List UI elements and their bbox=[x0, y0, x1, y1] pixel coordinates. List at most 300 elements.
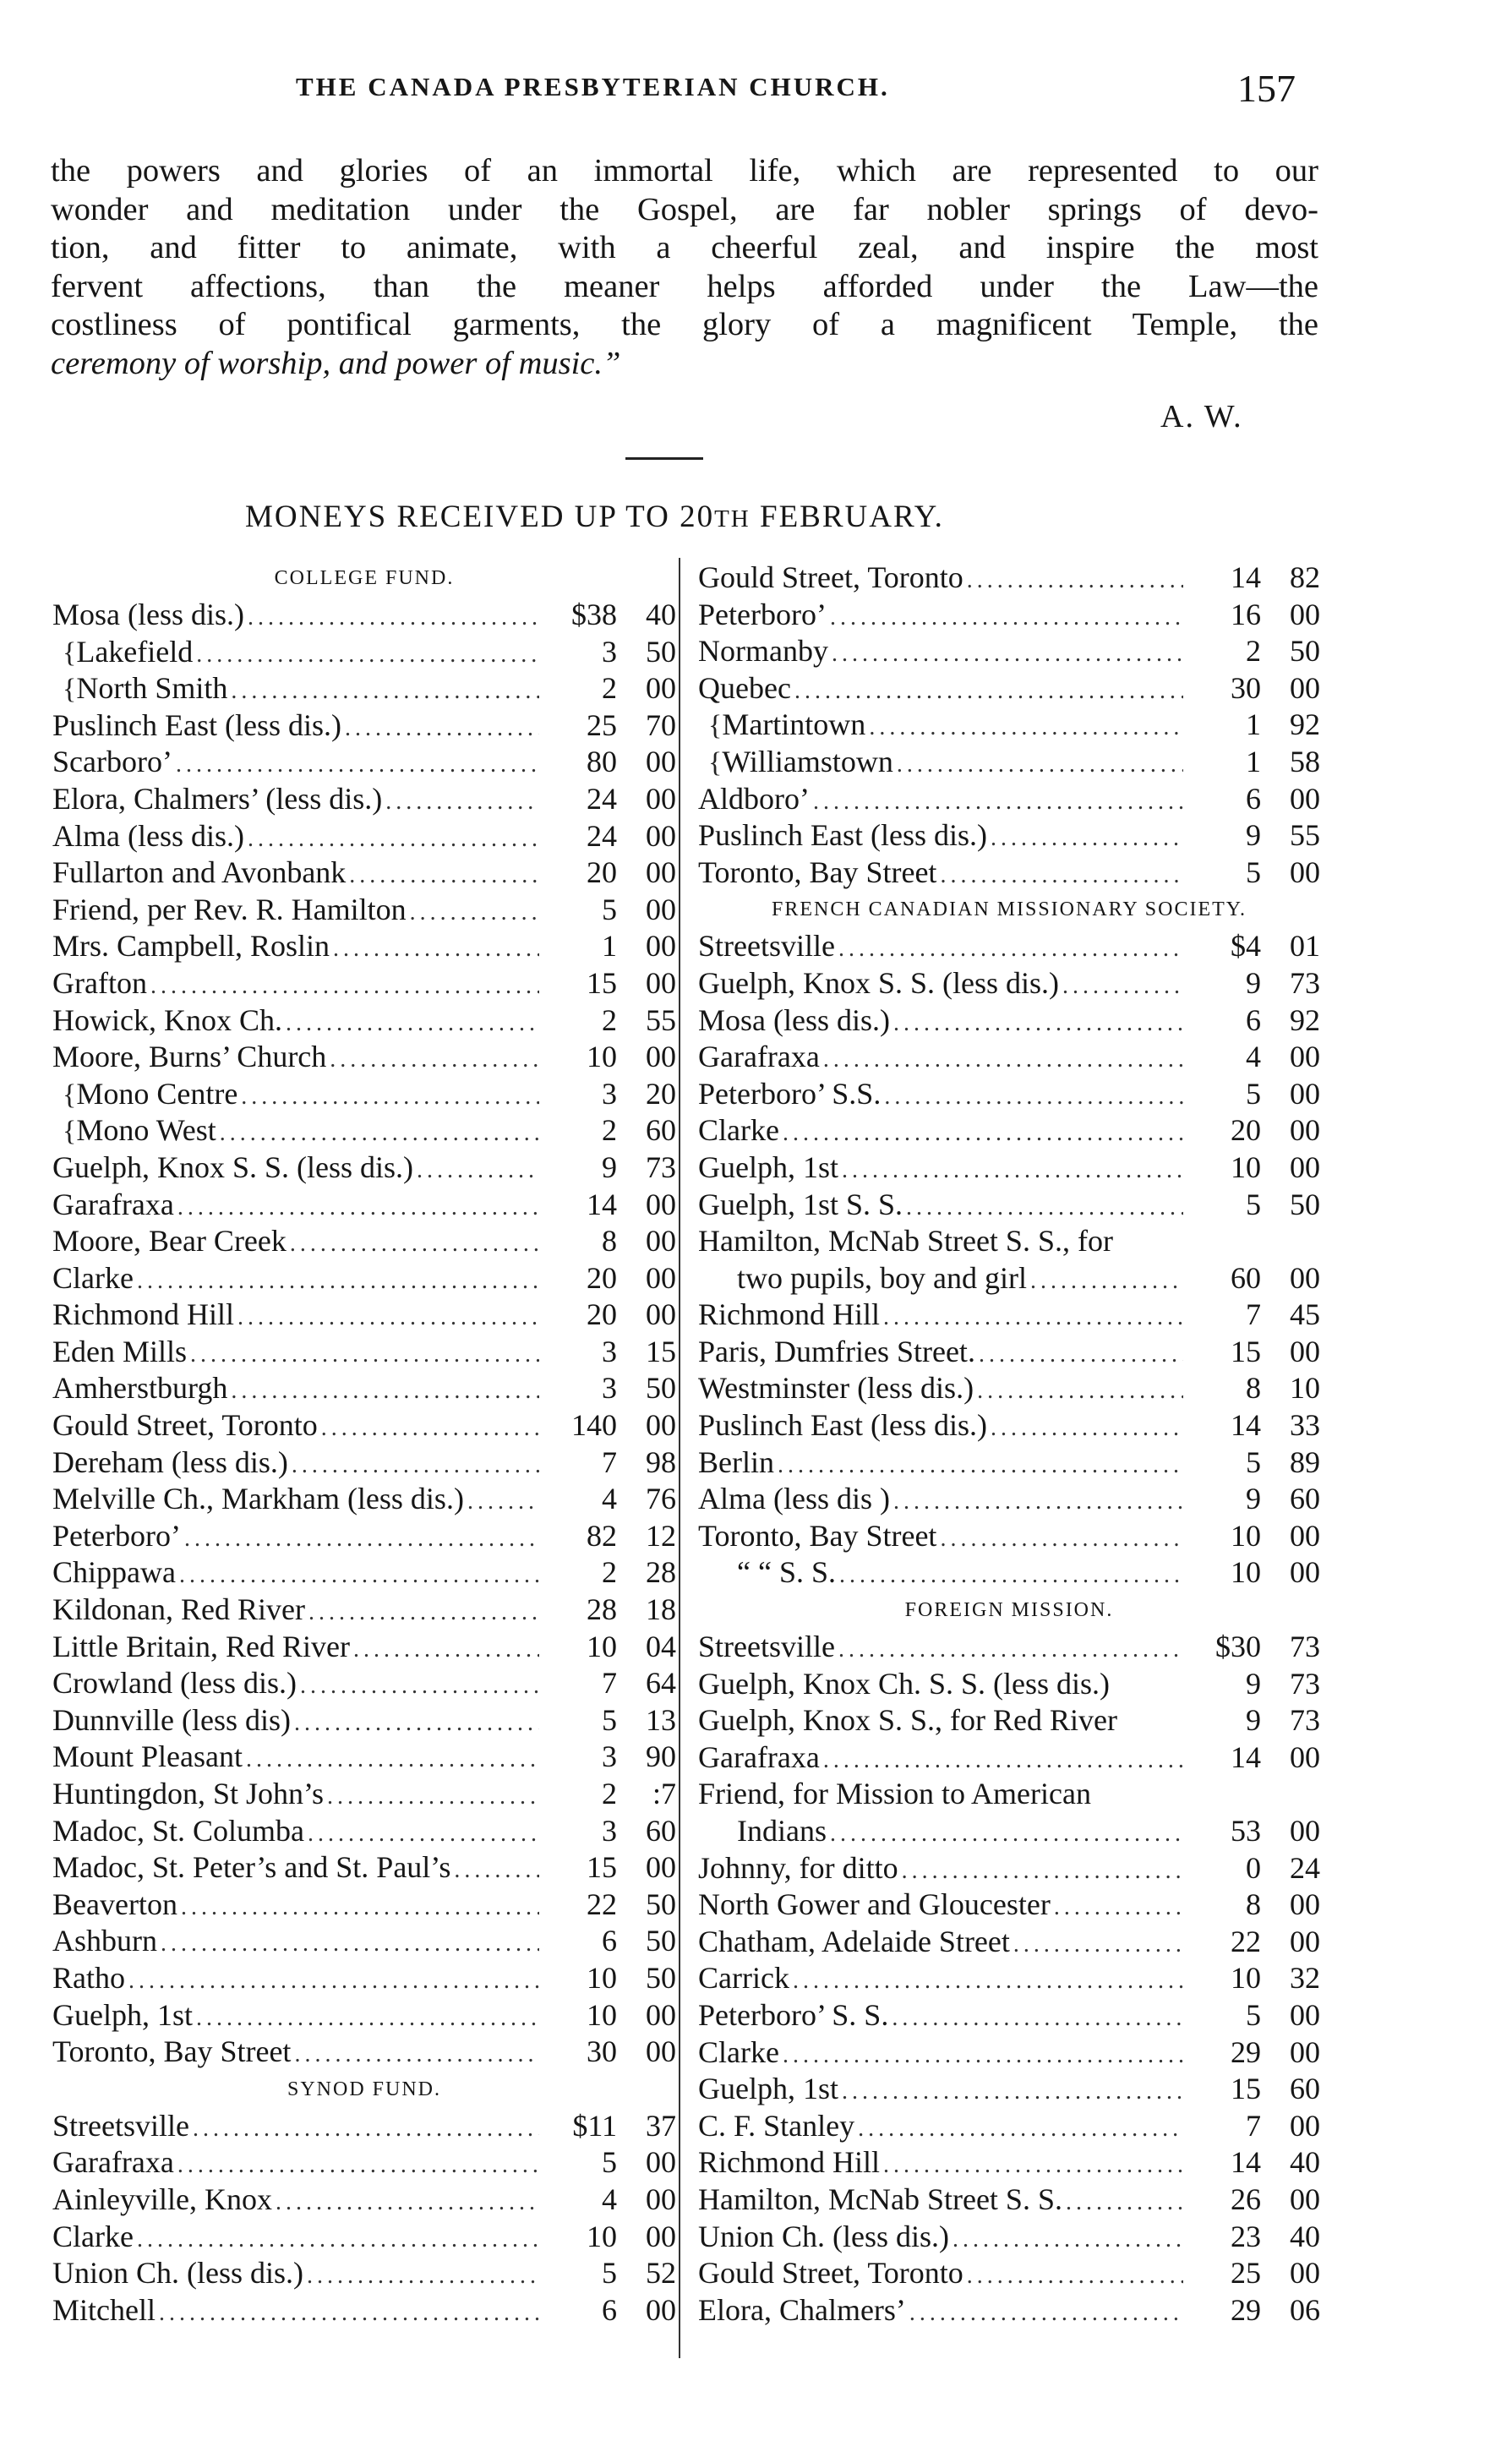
entry-name: Gould Street, Toronto bbox=[52, 1408, 318, 1443]
leader-dots bbox=[287, 1231, 539, 1258]
entry-cents: 01 bbox=[1290, 929, 1320, 964]
entry-cents: 00 bbox=[1290, 2034, 1320, 2069]
right-column bbox=[698, 560, 1320, 2329]
entry-dollars: 3 bbox=[602, 1076, 617, 1111]
leader-dots bbox=[963, 2263, 1183, 2290]
entry-cents: 00 bbox=[646, 2034, 676, 2069]
list-item bbox=[698, 1518, 1320, 1555]
entry-name: Guelph, Knox S. S. (less dis.) bbox=[698, 965, 1060, 1000]
entry-name: C. F. Stanley bbox=[698, 2108, 855, 2143]
list-item bbox=[698, 670, 1320, 707]
entry-name: Gould Street, Toronto bbox=[698, 560, 963, 594]
entry-cents: 00 bbox=[646, 1997, 676, 2032]
entry-name: Normanby bbox=[698, 634, 828, 669]
list-item bbox=[52, 1297, 676, 1334]
leader-dots bbox=[880, 2152, 1183, 2179]
entry-name: Huntingdon, St John’s bbox=[52, 1777, 325, 1810]
synod-fund-list bbox=[52, 2108, 676, 2329]
entry-cents: 00 bbox=[646, 1297, 676, 1332]
entry-cents: 55 bbox=[1290, 818, 1320, 853]
leader-dots bbox=[888, 2005, 1183, 2032]
entry-name: Puslinch East (less dis.) bbox=[698, 1408, 987, 1443]
entry-name: Alma (less dis ) bbox=[698, 1482, 890, 1516]
entry-cents: 00 bbox=[646, 2182, 676, 2216]
leader-dots bbox=[193, 2005, 539, 2032]
entry-name: Peterboro’ S. S. bbox=[698, 1997, 889, 2032]
entry-dollars: 82 bbox=[587, 1518, 617, 1553]
list-item bbox=[52, 1739, 676, 1776]
leader-dots bbox=[227, 1378, 539, 1405]
list-item bbox=[52, 2292, 676, 2329]
college-fund-list bbox=[52, 597, 676, 2071]
entry-name: Madoc, St. Peter’s and St. Paul’s bbox=[52, 1850, 451, 1885]
entry-dollars: 5 bbox=[602, 1702, 617, 1737]
entry-dollars: $4 bbox=[1231, 929, 1261, 964]
entry-dollars: 9 bbox=[1246, 1666, 1261, 1701]
entry-name: Howick, Knox Ch. bbox=[52, 1002, 282, 1037]
leader-dots bbox=[382, 789, 539, 816]
entry-name: Kildonan, Red River bbox=[52, 1592, 305, 1627]
entry-name: Mosa (less dis.) bbox=[52, 598, 244, 631]
entry-dollars: $38 bbox=[571, 598, 617, 631]
entry-dollars: 10 bbox=[587, 1040, 617, 1074]
leader-dots bbox=[893, 751, 1183, 778]
brace-mark: { bbox=[63, 1079, 77, 1111]
entry-name: Moore, Bear Creek bbox=[52, 1224, 287, 1259]
entry-name: Guelph, Knox Ch. S. S. (less dis.) bbox=[698, 1666, 1111, 1701]
entry-dollars: $30 bbox=[1215, 1630, 1261, 1664]
entry-cents: 00 bbox=[646, 929, 676, 964]
leader-dots bbox=[157, 1930, 539, 1958]
entry-name: Peterboro’ S.S. bbox=[698, 1076, 882, 1111]
list-item bbox=[698, 1997, 1320, 2034]
entry-name: Williamstown bbox=[722, 744, 893, 778]
entry-name: Eden Mills bbox=[52, 1334, 187, 1368]
list-item bbox=[698, 2144, 1320, 2182]
list-item bbox=[698, 633, 1320, 670]
list-item bbox=[52, 2219, 676, 2256]
entry-name: Aldboro’ bbox=[698, 781, 810, 816]
leader-dots bbox=[237, 1084, 539, 1111]
leader-dots bbox=[963, 567, 1183, 594]
leader-dots bbox=[193, 642, 539, 669]
entry-name: Little Britain, Red River bbox=[52, 1629, 350, 1663]
list-item bbox=[698, 855, 1320, 892]
entry-dollars: 3 bbox=[602, 634, 617, 669]
leader-dots bbox=[774, 1452, 1183, 1479]
leader-dots bbox=[147, 973, 539, 1000]
entry-name: two pupils, boy and girl bbox=[737, 1260, 1027, 1295]
list-item bbox=[52, 2255, 676, 2292]
entry-cents: :7 bbox=[652, 1777, 676, 1810]
entry-name: Guelph, 1st S. S. bbox=[698, 1187, 903, 1221]
list-item bbox=[698, 1666, 1320, 1703]
entry-name: Garafraxa bbox=[52, 2145, 174, 2180]
list-item bbox=[52, 1150, 676, 1187]
list-item bbox=[698, 1039, 1320, 1076]
entry-cents: 00 bbox=[1290, 1997, 1320, 2032]
leader-dots bbox=[836, 1562, 1183, 1589]
list-item bbox=[698, 1370, 1320, 1407]
entry-cents: 73 bbox=[1290, 1630, 1320, 1664]
entry-cents: 40 bbox=[1290, 2219, 1320, 2253]
entry-name: Dereham (less dis.) bbox=[52, 1444, 288, 1479]
entry-dollars: 8 bbox=[1246, 1371, 1261, 1406]
list-item bbox=[52, 707, 676, 745]
main-heading bbox=[245, 499, 944, 535]
entry-dollars: 6 bbox=[1246, 781, 1261, 816]
main-heading-sup: TH bbox=[714, 505, 751, 532]
list-item bbox=[52, 1776, 676, 1813]
section-title-foreign-mission: FOREIGN MISSION. bbox=[904, 1599, 1114, 1622]
section-title-french-canadian: FRENCH CANADIAN MISSIONARY SOCIETY. bbox=[771, 898, 1247, 921]
entry-cents: 92 bbox=[1290, 707, 1320, 742]
entry-name: Alma (less dis.) bbox=[52, 818, 244, 853]
entry-dollars: 10 bbox=[587, 1960, 617, 1995]
entry-cents: 00 bbox=[646, 745, 676, 779]
list-item bbox=[52, 1223, 676, 1260]
entry-dollars: 29 bbox=[1231, 2034, 1261, 2069]
list-item bbox=[698, 1924, 1320, 1961]
list-item bbox=[698, 1407, 1320, 1444]
leader-dots bbox=[227, 678, 539, 705]
leader-dots bbox=[949, 2226, 1183, 2253]
entry-cents: 50 bbox=[646, 1924, 676, 1958]
list-item bbox=[698, 1554, 1320, 1592]
list-item bbox=[52, 781, 676, 818]
entry-cents: 18 bbox=[646, 1592, 676, 1627]
entry-name: Berlin bbox=[698, 1444, 774, 1479]
entry-cents: 00 bbox=[646, 671, 676, 706]
list-item bbox=[52, 1702, 676, 1739]
entry-cents: 37 bbox=[646, 2108, 676, 2143]
entry-cents: 20 bbox=[646, 1076, 676, 1111]
entry-dollars: 5 bbox=[1246, 1187, 1261, 1221]
entry-dollars: 28 bbox=[587, 1592, 617, 1627]
entry-dollars: 15 bbox=[1231, 2072, 1261, 2106]
leader-dots bbox=[936, 1526, 1183, 1553]
leader-dots bbox=[890, 1010, 1183, 1037]
leader-dots bbox=[987, 1415, 1183, 1442]
entry-cents: 04 bbox=[646, 1629, 676, 1663]
list-item bbox=[52, 1997, 676, 2034]
entry-name: Ashburn bbox=[52, 1924, 157, 1958]
list-item bbox=[52, 1370, 676, 1407]
entry-cents: 00 bbox=[1290, 1260, 1320, 1295]
entry-cents: 73 bbox=[1290, 1666, 1320, 1701]
entry-dollars: 4 bbox=[602, 2182, 617, 2216]
entry-cents: 00 bbox=[1290, 1113, 1320, 1148]
leader-dots bbox=[828, 641, 1183, 668]
entry-name: Richmond Hill bbox=[698, 1297, 880, 1332]
entry-name: Hamilton, McNab Street S. S., for bbox=[698, 1224, 1113, 1259]
leader-dots bbox=[779, 1120, 1183, 1147]
entry-name: Moore, Burns’ Church bbox=[52, 1040, 327, 1074]
entry-cents: 50 bbox=[646, 634, 676, 669]
entry-cents: 40 bbox=[1290, 2145, 1320, 2180]
leader-dots bbox=[304, 1821, 539, 1848]
entry-dollars: 5 bbox=[602, 892, 617, 926]
leader-dots bbox=[450, 1857, 539, 1884]
entry-dollars: 22 bbox=[1231, 1924, 1261, 1958]
entry-name: Beaverton bbox=[52, 1887, 177, 1921]
list-item bbox=[698, 965, 1320, 1002]
list-item bbox=[698, 2255, 1320, 2292]
brace-mark: { bbox=[708, 710, 723, 742]
entry-name: Richmond Hill bbox=[52, 1297, 234, 1332]
leader-dots bbox=[789, 1968, 1183, 1995]
entry-name: Mount Pleasant bbox=[52, 1739, 243, 1774]
entry-cents: 00 bbox=[1290, 1924, 1320, 1958]
list-item bbox=[52, 892, 676, 929]
leader-dots bbox=[291, 2041, 539, 2068]
entry-cents: 12 bbox=[646, 1518, 676, 1553]
brace-mark: { bbox=[708, 746, 723, 778]
entry-name: North Gower and Gloucester bbox=[698, 1887, 1051, 1922]
list-item bbox=[698, 1850, 1320, 1887]
list-item bbox=[52, 1813, 676, 1850]
list-item bbox=[698, 2182, 1320, 2219]
leader-dots bbox=[156, 2300, 539, 2327]
entry-dollars: 5 bbox=[1246, 1997, 1261, 2032]
entry-cents: 00 bbox=[646, 965, 676, 1000]
entry-dollars: 7 bbox=[1246, 1297, 1261, 1332]
entry-cents: 00 bbox=[1290, 1814, 1320, 1848]
entry-name: Union Ch. (less dis.) bbox=[52, 2256, 303, 2291]
running-header: THE CANADA PRESBYTERIAN CHURCH. bbox=[296, 72, 890, 101]
entry-dollars: 3 bbox=[602, 1739, 617, 1774]
entry-cents: 45 bbox=[1290, 1297, 1320, 1332]
entry-dollars: 14 bbox=[1231, 560, 1261, 594]
leader-dots bbox=[779, 2042, 1183, 2069]
entry-dollars: 2 bbox=[602, 671, 617, 706]
entry-dollars: 5 bbox=[602, 2145, 617, 2180]
entry-dollars: 2 bbox=[602, 1002, 617, 1037]
intro-italic-line: ceremony of worship, and power of music.” bbox=[51, 345, 621, 381]
leader-dots bbox=[134, 1268, 539, 1295]
entry-dollars: 6 bbox=[602, 1924, 617, 1958]
leader-dots bbox=[350, 1636, 539, 1663]
entry-name: Guelph, 1st bbox=[52, 1997, 193, 2032]
entry-cents: 60 bbox=[1290, 1482, 1320, 1516]
list-item bbox=[698, 2071, 1320, 2108]
leader-dots bbox=[906, 2300, 1183, 2327]
entry-cents: 73 bbox=[1290, 1703, 1320, 1738]
leader-dots bbox=[827, 604, 1183, 631]
entry-name: Johnny, for ditto bbox=[698, 1850, 898, 1885]
entry-name: Elora, Chalmers’ (less dis.) bbox=[52, 781, 383, 816]
entry-dollars: 14 bbox=[587, 1187, 617, 1221]
leader-dots bbox=[272, 2189, 539, 2216]
list-item bbox=[698, 781, 1320, 818]
leader-dots bbox=[134, 2226, 539, 2253]
entry-cents: 89 bbox=[1290, 1444, 1320, 1479]
entry-name: Puslinch East (less dis.) bbox=[52, 707, 341, 742]
entry-cents: 28 bbox=[646, 1555, 676, 1590]
entry-dollars: 1 bbox=[1246, 707, 1261, 742]
entry-dollars: 9 bbox=[602, 1150, 617, 1184]
entry-dollars: 10 bbox=[1231, 1150, 1261, 1184]
entry-dollars: 23 bbox=[1231, 2219, 1261, 2253]
entry-cents: 00 bbox=[1290, 2182, 1320, 2216]
entry-cents: 00 bbox=[1290, 1555, 1320, 1590]
entry-cents: 50 bbox=[1290, 634, 1320, 669]
leader-dots bbox=[346, 862, 539, 889]
entry-cents: 73 bbox=[646, 1150, 676, 1184]
list-item bbox=[698, 1297, 1320, 1334]
entry-name: Madoc, St. Columba bbox=[52, 1813, 304, 1848]
leader-dots bbox=[244, 604, 539, 631]
entry-dollars: 2 bbox=[602, 1113, 617, 1148]
list-item bbox=[698, 1444, 1320, 1482]
list-item bbox=[698, 1002, 1320, 1040]
entry-name: Lakefield bbox=[76, 634, 194, 669]
entry-dollars: 20 bbox=[1231, 1113, 1261, 1148]
entry-name: Ratho bbox=[52, 1960, 125, 1995]
list-item bbox=[698, 1187, 1320, 1224]
intro-line: tion, and fitter to animate, with a cheerful zeal, and inspire the most bbox=[51, 230, 1318, 265]
brace-mark: { bbox=[63, 636, 77, 669]
entry-dollars: 3 bbox=[602, 1334, 617, 1368]
list-item bbox=[698, 1887, 1320, 1924]
entry-name: Toronto, Bay Street bbox=[52, 2034, 292, 2069]
leader-dots bbox=[974, 1378, 1183, 1405]
list-item bbox=[52, 1554, 676, 1592]
entry-cents: 33 bbox=[1290, 1408, 1320, 1443]
leader-dots bbox=[413, 1157, 539, 1184]
entry-name: Quebec bbox=[698, 670, 791, 705]
entry-name: Dunnville (less dis) bbox=[52, 1702, 291, 1737]
entry-cents: 00 bbox=[646, 2219, 676, 2253]
leader-dots bbox=[291, 1710, 539, 1737]
entry-dollars: 10 bbox=[1231, 1518, 1261, 1553]
entry-dollars: 1 bbox=[602, 929, 617, 964]
entry-dollars: 7 bbox=[602, 1444, 617, 1479]
french-canadian-list bbox=[698, 928, 1320, 1592]
list-item bbox=[52, 1039, 676, 1076]
entry-dollars: 20 bbox=[587, 1297, 617, 1332]
entry-dollars: 10 bbox=[587, 1997, 617, 2032]
intro-line: fervent affections, than the meaner helps afforded under the Law—the bbox=[51, 268, 1318, 304]
entry-cents: 32 bbox=[1290, 1961, 1320, 1996]
entry-cents: 60 bbox=[646, 1113, 676, 1148]
entry-name: Friend, for Mission to American bbox=[698, 1777, 1091, 1811]
leader-dots bbox=[174, 2152, 539, 2179]
entry-name: Clarke bbox=[698, 2034, 779, 2069]
leader-dots bbox=[987, 825, 1183, 852]
entry-dollars: 20 bbox=[587, 1260, 617, 1295]
entry-name: Streetsville bbox=[698, 1630, 835, 1664]
entry-cents: 13 bbox=[646, 1702, 676, 1737]
list-item bbox=[52, 744, 676, 781]
entry-name: Toronto, Bay Street bbox=[698, 1518, 937, 1553]
leader-dots bbox=[234, 1304, 539, 1331]
leader-dots bbox=[324, 1783, 539, 1810]
entry-cents: 50 bbox=[646, 1960, 676, 1995]
entry-dollars: 1 bbox=[1246, 744, 1261, 778]
entry-cents: 00 bbox=[1290, 2256, 1320, 2291]
leader-dots bbox=[125, 1968, 539, 1995]
entry-dollars: 26 bbox=[1231, 2182, 1261, 2216]
entry-name: Friend, per Rev. R. Hamilton bbox=[52, 892, 407, 926]
entry-name: Peterboro’ bbox=[698, 597, 827, 631]
entry-cents: 00 bbox=[646, 781, 676, 816]
entry-name: Guelph, 1st bbox=[698, 2072, 838, 2106]
entry-dollars: 10 bbox=[587, 2219, 617, 2253]
list-item bbox=[698, 817, 1320, 855]
entry-dollars: 7 bbox=[1246, 2108, 1261, 2143]
list-item bbox=[52, 1334, 676, 1371]
entry-name: North Smith bbox=[76, 671, 228, 706]
leader-dots bbox=[177, 1894, 539, 1921]
entry-dollars: 24 bbox=[587, 781, 617, 816]
entry-dollars: 22 bbox=[587, 1887, 617, 1921]
leader-dots bbox=[1027, 1268, 1183, 1295]
list-item bbox=[698, 744, 1320, 781]
list-item bbox=[52, 1923, 676, 1960]
entry-name: Streetsville bbox=[52, 2108, 189, 2143]
leader-dots bbox=[820, 1046, 1183, 1073]
entry-name: Puslinch East (less dis.) bbox=[698, 818, 987, 853]
entry-dollars: 9 bbox=[1246, 1703, 1261, 1738]
leader-dots bbox=[305, 1599, 539, 1626]
list-item bbox=[52, 1002, 676, 1040]
list-item bbox=[698, 1813, 1320, 1850]
entry-cents: 00 bbox=[646, 1224, 676, 1259]
entry-name: Amherstburgh bbox=[52, 1371, 228, 1406]
intro-paragraph bbox=[51, 152, 1318, 383]
list-item bbox=[52, 1887, 676, 1924]
leader-dots bbox=[174, 1194, 539, 1221]
leader-dots bbox=[810, 789, 1183, 816]
entry-name: Fullarton and Avonbank bbox=[52, 855, 347, 890]
list-item bbox=[52, 2108, 676, 2145]
list-item bbox=[698, 707, 1320, 744]
entry-dollars: 0 bbox=[1246, 1850, 1261, 1885]
list-item bbox=[52, 1592, 676, 1629]
entry-dollars: 7 bbox=[602, 1666, 617, 1701]
entry-dollars: 14 bbox=[1231, 1408, 1261, 1443]
list-item bbox=[52, 1629, 676, 1666]
list-item bbox=[52, 1518, 676, 1555]
entry-cents: 00 bbox=[646, 2292, 676, 2327]
entry-dollars: 5 bbox=[1246, 855, 1261, 889]
entry-name: “ “ S. S. bbox=[737, 1555, 836, 1590]
entry-cents: 00 bbox=[1290, 597, 1320, 631]
entry-name: Melville Ch., Markham (less dis.) bbox=[52, 1482, 464, 1516]
list-item bbox=[698, 1629, 1320, 1666]
leader-dots bbox=[890, 1488, 1183, 1515]
list-item bbox=[52, 818, 676, 855]
entry-dollars: 4 bbox=[1246, 1040, 1261, 1074]
list-item bbox=[52, 1849, 676, 1887]
entry-dollars: $11 bbox=[572, 2108, 617, 2143]
leader-dots bbox=[903, 1194, 1183, 1221]
entry-cents: 00 bbox=[1290, 1739, 1320, 1774]
entry-dollars: 25 bbox=[1231, 2256, 1261, 2291]
entry-cents: 00 bbox=[1290, 670, 1320, 705]
leader-dots bbox=[1059, 973, 1183, 1000]
entry-cents: 00 bbox=[646, 1408, 676, 1443]
leader-dots bbox=[827, 1821, 1183, 1848]
foreign-mission-list bbox=[698, 1629, 1320, 2329]
leader-dots bbox=[835, 936, 1183, 963]
entry-name: Clarke bbox=[698, 1113, 779, 1148]
entry-dollars: 4 bbox=[602, 1482, 617, 1516]
entry-dollars: 5 bbox=[1246, 1444, 1261, 1479]
entry-cents: 00 bbox=[1290, 1518, 1320, 1553]
entry-cents: 52 bbox=[646, 2256, 676, 2291]
